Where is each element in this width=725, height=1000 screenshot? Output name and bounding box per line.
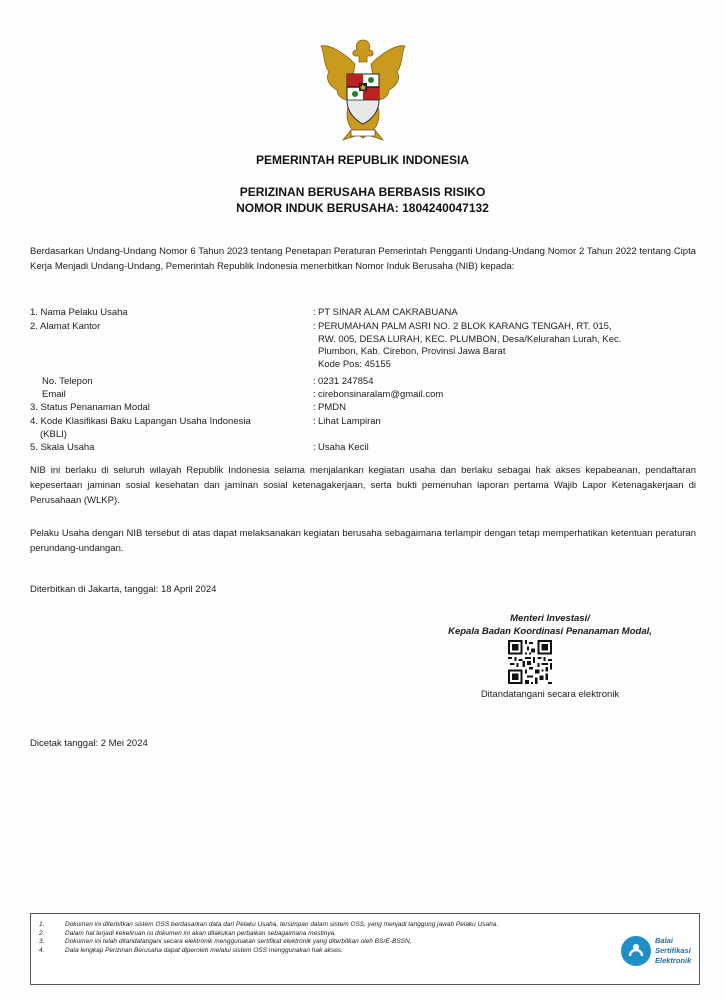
footer-note: 4. Data lengkap Perizinan Berusaha dapat diperoleh melalui sistem OSS menggunakan hak akses. xyxy=(39,946,343,954)
field-label: 4. Kode Klasifikasi Baku Lapangan Usaha Indonesia (KBLI) xyxy=(30,416,251,440)
government-heading: PEMERINTAH REPUBLIK INDONESIA xyxy=(255,153,470,167)
field-value xyxy=(318,321,698,371)
signatory-line: Menteri Investasi/ xyxy=(510,613,590,624)
signatory-title xyxy=(400,612,700,638)
field-value: cirebonsinaralam@gmail.com xyxy=(318,389,444,400)
footer-note: 1. Dokumen ini diterbitkan sistem OSS berdasarkan data dari Pelaku Usaha, tersimpan dalam sistem OSS, yang menjadi tanggung jawab Pelaku Usaha. xyxy=(39,921,499,928)
activity-paragraph: Pelaku Usaha dengan NIB tersebut di atas dapat melaksanakan kegiatan berusaha sebagaimana terlampir dengan tetap memperhatikan ketentuan peraturan perundang-undangan. xyxy=(30,528,696,554)
field-value: PT SINAR ALAM CAKRABUANA xyxy=(318,307,458,318)
field-value: Lihat Lampiran xyxy=(318,416,381,427)
footer-note: 2. Dalam hal terjadi kekeliruan isi dokumen ini akan dilakukan perbaikan sebagaimana mestinya. xyxy=(39,929,336,937)
document-title: PERIZINAN BERUSAHA BERBASIS RISIKO xyxy=(239,185,486,199)
bsre-logo-text: Balai Sertifikasi Elektronik xyxy=(655,936,692,965)
field-label: Email xyxy=(42,389,66,400)
footer-notes xyxy=(39,921,599,955)
footer-note: 3. Dokumen ini telah ditandatangani secara elektronik menggunakan sertifikat elektronik yang diterbitkan oleh BSrE-BSSN. xyxy=(39,938,412,946)
field-value: PMDN xyxy=(318,402,346,413)
field-label: 3. Status Penanaman Modal xyxy=(30,402,150,413)
field-label: No. Telepon xyxy=(42,376,93,387)
field-label: 5. Skala Usaha xyxy=(30,442,95,453)
address-line: RW. 005, DESA LURAH, KEC. PLUMBON, Desa/Kelurahan Lurah, Kec. xyxy=(318,333,622,345)
field-label: 2. Alamat Kantor xyxy=(30,321,101,332)
printed-date: Dicetak tanggal: 2 Mei 2024 xyxy=(30,738,148,749)
field-value: 0231 247854 xyxy=(318,376,374,387)
electronic-signature-note: Ditandatangani secara elektronik xyxy=(480,689,620,700)
garuda-pancasila-emblem xyxy=(315,34,411,146)
signatory-line: Kepala Badan Koordinasi Penanaman Modal, xyxy=(448,626,652,637)
field-label: 1. Nama Pelaku Usaha xyxy=(30,307,128,318)
validity-paragraph: NIB ini berlaku di seluruh wilayah Republik Indonesia selama menjalankan kegiatan usaha dan berlaku sebagai hak akses kepabeanan, pendaftaran kepesertaan jaminan sosial kesehatan dan jaminan sosial ketenagakerjaan, serta bukti pemenuhan laporan pertama Wajib Lapor Ketenagakerjaan di Perusahaan (WLKP). xyxy=(30,465,696,506)
field-value: Usaha Kecil xyxy=(318,442,369,453)
intro-paragraph: Berdasarkan Undang-Undang Nomor 6 Tahun 2023 tentang Penetapan Peraturan Pemerintah Pengganti Undang-Undang Nomor 2 Tahun 2022 tentang Cipta Kerja Menjadi Undang-Undang, Pemerintah Republik Indonesia menerbitkan Nomor Induk Berusaha (NIB) kepada: xyxy=(30,246,696,272)
address-line: PERUMAHAN PALM ASRI NO. 2 BLOK KARANG TENGAH, RT. 015, xyxy=(318,321,612,332)
nib-number: NOMOR INDUK BERUSAHA: 1804240047132 xyxy=(236,201,489,215)
bsre-logo-icon xyxy=(621,936,651,966)
address-line: Plumbon, Kab. Cirebon, Provinsi Jawa Barat xyxy=(318,346,506,357)
footer-notes-box xyxy=(30,913,700,985)
issued-place-date: Diterbitkan di Jakarta, tanggal: 18 April 2024 xyxy=(30,584,217,595)
bsre-logo xyxy=(621,932,692,972)
qr-code-icon xyxy=(508,640,552,684)
address-line: Kode Pos: 45155 xyxy=(318,358,391,370)
